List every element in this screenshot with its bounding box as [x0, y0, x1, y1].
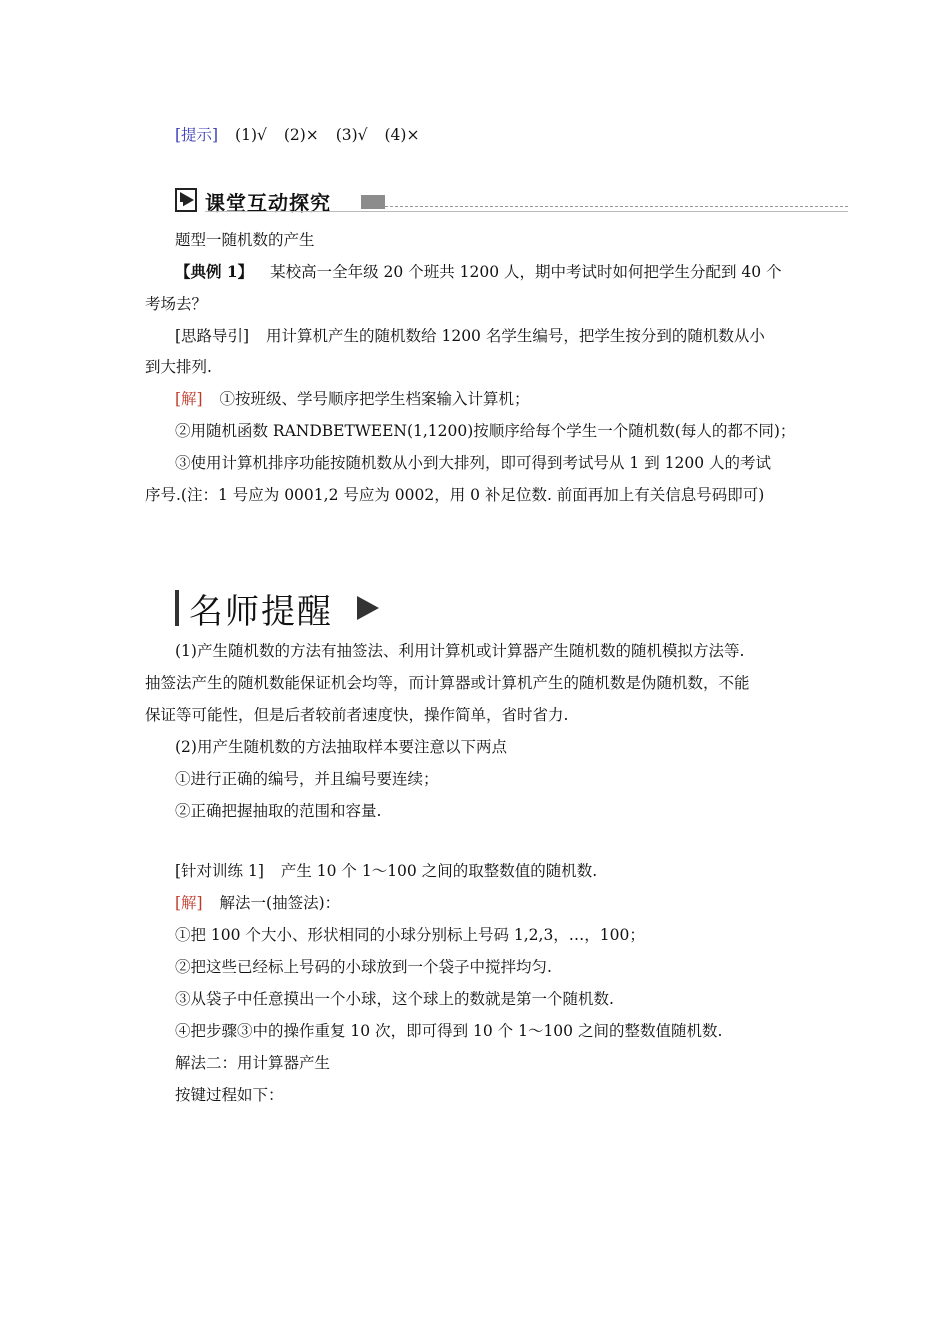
- guide-label: [思路导引]: [175, 327, 250, 345]
- play-arrow-icon: [175, 188, 197, 212]
- hint-item: (3)√: [335, 126, 368, 144]
- teacher-tip-title: 名师提醒: [189, 592, 333, 632]
- tip-paragraph: (1)产生随机数的方法有抽签法、利用计算机或计算器产生随机数的随机模拟方法等.: [175, 642, 745, 660]
- solution-line: [175, 892, 340, 914]
- solution-method: 解法一(抽签法)：: [219, 894, 341, 912]
- hint-item: (1)√: [235, 126, 267, 144]
- training-line: [175, 860, 597, 882]
- solution-step: ②用随机函数 RANDBETWEEN(1,1200)按顺序给每个学生一个随机数(每人的都不同)；: [175, 422, 796, 440]
- tip-paragraph: 抽签法产生的随机数能保证机会均等，而计算器或计算机产生的随机数是伪随机数，不能: [145, 674, 750, 692]
- hint-label: [提示]: [175, 126, 219, 144]
- guide-text: 到大排列.: [145, 358, 212, 376]
- tip-item: ②正确把握抽取的范围和容量.: [175, 802, 382, 820]
- hint-line: [175, 124, 419, 146]
- example-line: [175, 261, 782, 283]
- triangle-arrow-icon: [355, 594, 381, 622]
- guide-text: 用计算机产生的随机数给 1200 名学生编号，把学生按分到的随机数从小: [266, 327, 765, 345]
- example-text: 考场去？: [145, 295, 208, 313]
- solution-step: ①按班级、学号顺序把学生档案输入计算机；: [219, 390, 530, 408]
- solution-step: ①把 100 个大小、形状相同的小球分别标上号码 1,2,3，…，100；: [175, 926, 645, 944]
- tip-item: ①进行正确的编号，并且编号要连续；: [175, 770, 439, 788]
- solution-step: ②把这些已经标上号码的小球放到一个袋子中搅拌均匀.: [175, 958, 552, 976]
- guide-line: [175, 325, 765, 347]
- solution-step: 序号.(注：1 号应为 0001,2 号应为 0002，用 0 补足位数. 前面再加上有关信息号码即可): [145, 486, 765, 504]
- banner-title: 课堂互动探究: [205, 191, 331, 215]
- solution-step: ③使用计算机排序功能按随机数从小到大排列，即可得到考试号从 1 到 1200 人的考试: [175, 454, 772, 472]
- hint-item: (4)×: [384, 126, 420, 144]
- training-label: [针对训练 1]: [175, 862, 264, 880]
- banner-decoration: [361, 195, 385, 209]
- example-text: 某校高一全年级 20 个班共 1200 人，期中考试时如何把学生分配到 40 个: [270, 263, 782, 281]
- hint-item: (2)×: [283, 126, 319, 144]
- heading-bar: [175, 590, 179, 626]
- section-banner: [175, 183, 848, 215]
- tip-paragraph: 保证等可能性，但是后者较前者速度快，操作简单，省时省力.: [145, 706, 569, 724]
- solution-step: ④把步骤③中的操作重复 10 次，即可得到 10 个 1～100 之间的整数值随机数.: [175, 1022, 723, 1040]
- banner-divider: [385, 206, 848, 207]
- solution-label: [解]: [175, 894, 203, 912]
- solution-line: [175, 388, 530, 410]
- tip-paragraph: (2)用产生随机数的方法抽取样本要注意以下两点: [175, 738, 507, 756]
- solution-step: 按键过程如下：: [175, 1086, 284, 1104]
- solution-step: ③从袋子中任意摸出一个小球，这个球上的数就是第一个随机数.: [175, 990, 614, 1008]
- topic-title: 题型一随机数的产生: [175, 231, 315, 249]
- solution-method: 解法二：用计算器产生: [175, 1054, 331, 1072]
- banner-divider: [205, 211, 848, 212]
- example-label: 【典例 1】: [175, 262, 254, 281]
- solution-label: [解]: [175, 390, 203, 408]
- training-text: 产生 10 个 1～100 之间的取整数值的随机数.: [280, 862, 598, 880]
